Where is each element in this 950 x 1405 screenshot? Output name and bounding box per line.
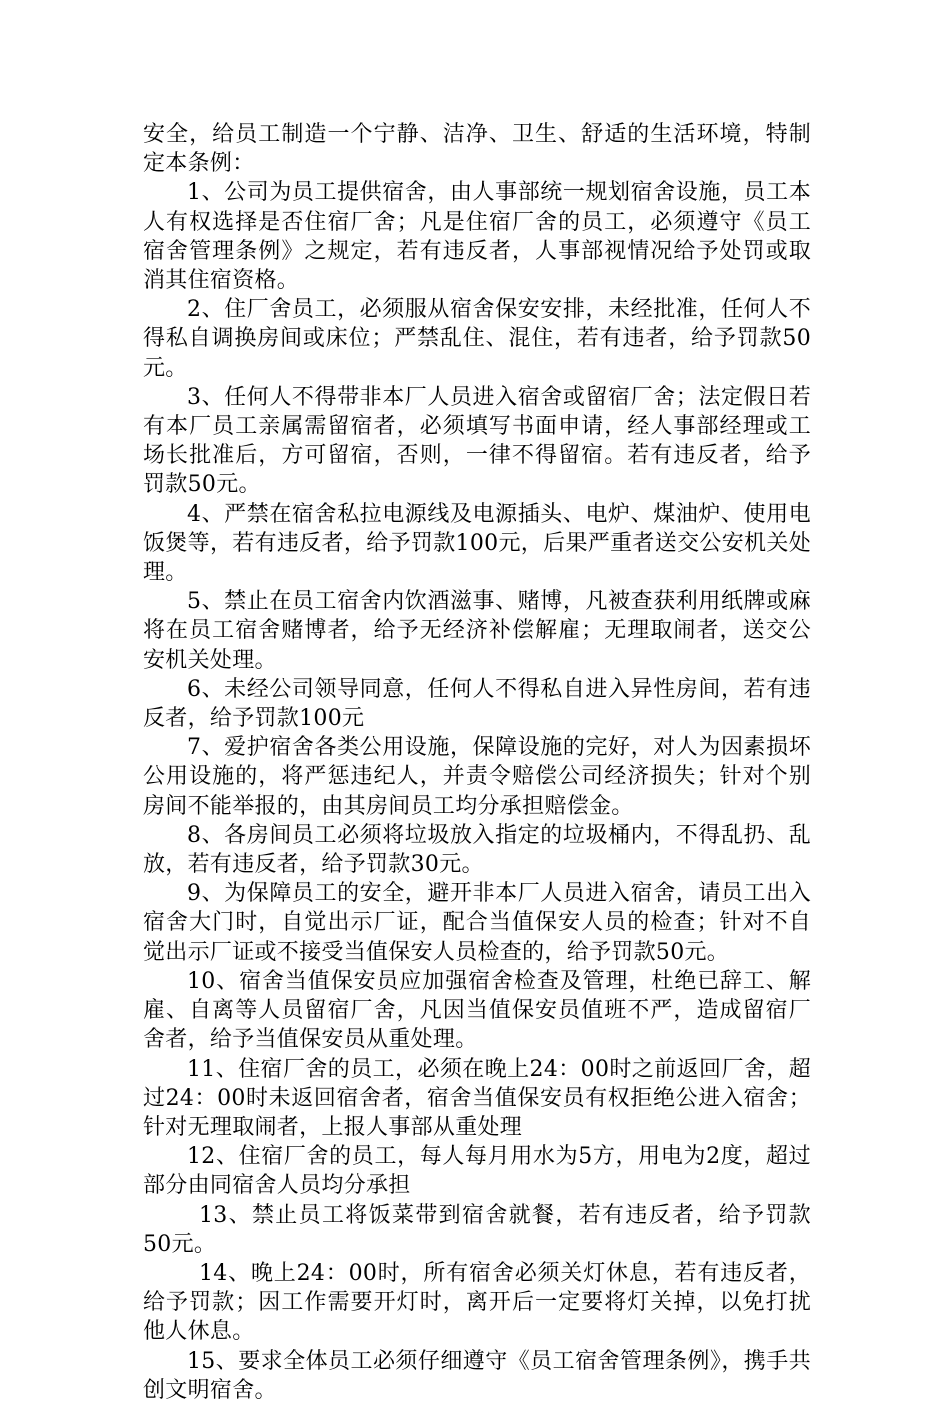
article-8: 8、各房间员工必须将垃圾放入指定的垃圾桶内，不得乱扔、乱放，若有违反者，给予罚款30元。 bbox=[143, 822, 811, 878]
article-12: 12、住宿厂舍的员工，每人每月用水为5方，用电为2度，超过部分由同宿舍人员均分承担 bbox=[143, 1144, 811, 1199]
article-11: 11、住宿厂舍的员工，必须在晚上24：00时之前返回厂舍，超过24：00时未返回宿舍者，宿舍当值保安员有权拒绝公进入宿舍；针对无理取闹者，上报人事部从重处理 bbox=[143, 1056, 811, 1140]
article-3: 3、任何人不得带非本厂人员进入宿舍或留宿厂舍；法定假日若有本厂员工亲属需留宿者，必须填写书面申请，经人事部经理或工场长批准后，方可留宿，否则，一律不得留宿。若有违反者，给予罚款50元。 bbox=[143, 384, 811, 498]
intro-paragraph: 安全，给员工制造一个宁静、洁净、卫生、舒适的生活环境，特制定本条例： bbox=[143, 122, 811, 177]
article-6: 6、未经公司领导同意，任何人不得私自进入异性房间，若有违反者，给予罚款100元 bbox=[143, 676, 811, 732]
article-13: 13、禁止员工将饭菜带到宿舍就餐，若有违反者，给予罚款50元。 bbox=[143, 1202, 811, 1257]
article-9: 9、为保障员工的安全，避开非本厂人员进入宿舍，请员工出入宿舍大门时，自觉出示厂证，配合当值保安人员的检查；针对不自觉出示厂证或不接受当值保安人员检查的，给予罚款50元。 bbox=[143, 881, 811, 965]
article-10: 10、宿舍当值保安员应加强宿舍检查及管理，杜绝已辞工、解雇、自离等人员留宿厂舍，凡因当值保安员值班不严，造成留宿厂舍者，给予当值保安员从重处理。 bbox=[143, 968, 811, 1053]
article-4: 4、严禁在宿舍私拉电源线及电源插头、电炉、煤油炉、使用电饭煲等，若有违反者，给予罚款100元，后果严重者送交公安机关处理。 bbox=[143, 501, 811, 586]
article-7: 7、爱护宿舍各类公用设施，保障设施的完好，对人为因素损坏公用设施的，将严惩违纪人，并责令赔偿公司经济损失；针对个别房间不能举报的，由其房间员工均分承担赔偿金。 bbox=[143, 735, 811, 819]
article-15: 15、要求全体员工必须仔细遵守《员工宿舍管理条例》，携手共创文明宿舍。 bbox=[143, 1348, 811, 1403]
document-body bbox=[143, 120, 811, 1405]
article-5: 5、禁止在员工宿舍内饮酒滋事、赌博，凡被查获利用纸牌或麻将在员工宿舍赌博者，给予无经济补偿解雇；无理取闹者，送交公安机关处理。 bbox=[143, 589, 811, 673]
article-2: 2、住厂舍员工，必须服从宿舍保安安排，未经批准，任何人不得私自调换房间或床位；严禁乱住、混住，若有违者，给予罚款50元。 bbox=[143, 297, 811, 381]
article-1: 1、公司为员工提供宿舍，由人事部统一规划宿舍设施，员工本人有权选择是否住宿厂舍；凡是住宿厂舍的员工，必须遵守《员工宿舍管理条例》之规定，若有违反者，人事部视情况给予处罚或取消其住宿资格。 bbox=[143, 180, 811, 294]
article-14: 14、晚上24：00时，所有宿舍必须关灯休息，若有违反者，给予罚款；因工作需要开灯时，离开后一定要将灯关掉，以免打扰他人休息。 bbox=[143, 1260, 811, 1345]
